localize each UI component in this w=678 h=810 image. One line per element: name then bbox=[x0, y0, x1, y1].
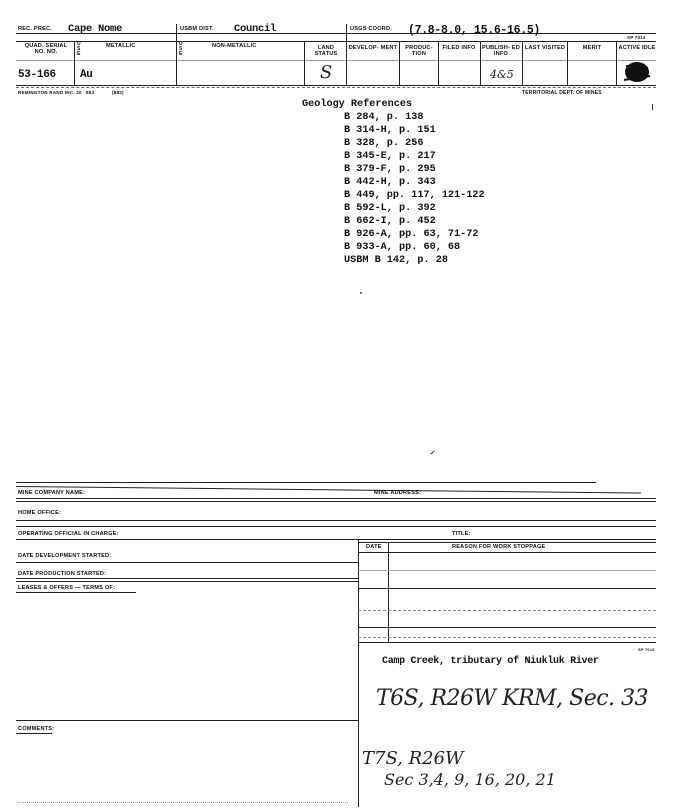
reference-item: B 449, pp. 117, 121-122 bbox=[344, 190, 485, 201]
reference-item: B 314-H, p. 151 bbox=[344, 125, 436, 136]
production-label: PRODUC- TION bbox=[405, 45, 433, 57]
land-status-value: S bbox=[320, 62, 333, 83]
quad-serial-value: 53-166 bbox=[18, 69, 56, 81]
printer-code-1: 883 bbox=[86, 90, 95, 95]
published-info-label: PUBLISH- ED INFO bbox=[482, 45, 520, 57]
use-label-nonmetallic: U S E bbox=[179, 41, 183, 57]
home-office-label: HOME OFFICE: bbox=[18, 510, 62, 516]
metallic-value: Au bbox=[80, 69, 93, 81]
date-production-label: DATE PRODUCTION STARTED: bbox=[18, 571, 107, 577]
published-info-value: 4&5 bbox=[490, 68, 514, 81]
rec-prec-label: REC. PREC. bbox=[18, 26, 53, 32]
comments-label: COMMENTS: bbox=[18, 726, 55, 732]
margin-mark bbox=[652, 104, 653, 110]
references-title: Geology References bbox=[302, 99, 413, 110]
reference-item: B 442-H, p. 343 bbox=[344, 177, 436, 188]
printer-code-2: (882) bbox=[112, 90, 124, 95]
reference-item: B 345-E, p. 217 bbox=[344, 151, 436, 162]
active-status-mark bbox=[618, 58, 656, 88]
usgs-coord-value: (7.8-8.0, 15.6-16.5) bbox=[408, 24, 541, 37]
use-label-metallic: U S E bbox=[77, 41, 81, 57]
references-list bbox=[344, 111, 485, 267]
metallic-label: METALLIC bbox=[106, 43, 136, 49]
mine-company-label: MINE COMPANY NAME: bbox=[18, 490, 86, 496]
merit-label: MERIT bbox=[582, 45, 602, 51]
date-development-label: DATE DEVELOPMENT STARTED: bbox=[18, 553, 112, 559]
handwritten-township-1: T6S, R26W KRM, Sec. 33 bbox=[376, 686, 649, 711]
reference-item: B 926-A, pp. 63, 71-72 bbox=[344, 229, 479, 240]
development-label: DEVELOP- MENT bbox=[348, 45, 398, 51]
title-label: TITLE: bbox=[452, 531, 471, 537]
department-label: TERRITORIAL DEPT. OF MINES bbox=[522, 90, 602, 96]
leases-label: LEASES & OFFERS — TERMS OF: bbox=[18, 585, 116, 591]
form-number-bottom: SP 7015 bbox=[638, 647, 655, 652]
printer-note: REMINGTON RAND INC. 20 bbox=[18, 90, 82, 95]
handwritten-sections: Sec 3,4, 9, 16, 20, 21 bbox=[384, 770, 556, 789]
location-description: Camp Creek, tributary of Niukluk River bbox=[382, 656, 599, 667]
quad-serial-label: QUAD. SERIAL NO. NO. bbox=[24, 43, 68, 55]
last-visited-label: LAST VISITED bbox=[524, 45, 566, 51]
rec-prec-value: Cape Nome bbox=[68, 23, 123, 35]
handwritten-township-2: T7S, R26W bbox=[362, 748, 464, 769]
bottom-noise bbox=[18, 802, 348, 803]
geology-references bbox=[302, 98, 485, 267]
mine-address-label: MINE ADDRESS: bbox=[374, 490, 422, 496]
reference-item: USBM B 142, p. 28 bbox=[344, 255, 448, 266]
reference-item: B 284, p. 138 bbox=[344, 112, 424, 123]
stray-dot bbox=[360, 292, 362, 294]
reference-item: B 933-A, pp. 60, 68 bbox=[344, 242, 461, 253]
reference-item: B 328, p. 256 bbox=[344, 138, 424, 149]
header-table bbox=[16, 24, 656, 90]
usbm-dist-label: USBM DIST. bbox=[180, 26, 214, 32]
usgs-coord-label: USGS COORD. bbox=[350, 26, 392, 32]
reference-item: B 592-L, p. 392 bbox=[344, 203, 436, 214]
reference-item: B 379-F, p. 295 bbox=[344, 164, 436, 175]
active-idle-label: ACTIVE IDLE bbox=[618, 45, 656, 51]
lower-form bbox=[16, 470, 656, 810]
usbm-dist-value: Council bbox=[234, 23, 277, 35]
reason-column-label: REASON FOR WORK STOPPAGE bbox=[452, 544, 546, 550]
land-status-label: LAND STATUS bbox=[314, 45, 338, 57]
nonmetallic-label: NON-METALLIC bbox=[212, 43, 257, 49]
date-column-label: DATE bbox=[366, 544, 382, 550]
reference-item: B 662-I, p. 452 bbox=[344, 216, 436, 227]
operating-official-label: OPERATING OFFICIAL IN CHARGE: bbox=[18, 531, 119, 537]
form-number-top: SP 7014 bbox=[627, 35, 646, 40]
filed-info-label: FILED INFO bbox=[442, 45, 476, 51]
stray-mark bbox=[430, 451, 434, 455]
